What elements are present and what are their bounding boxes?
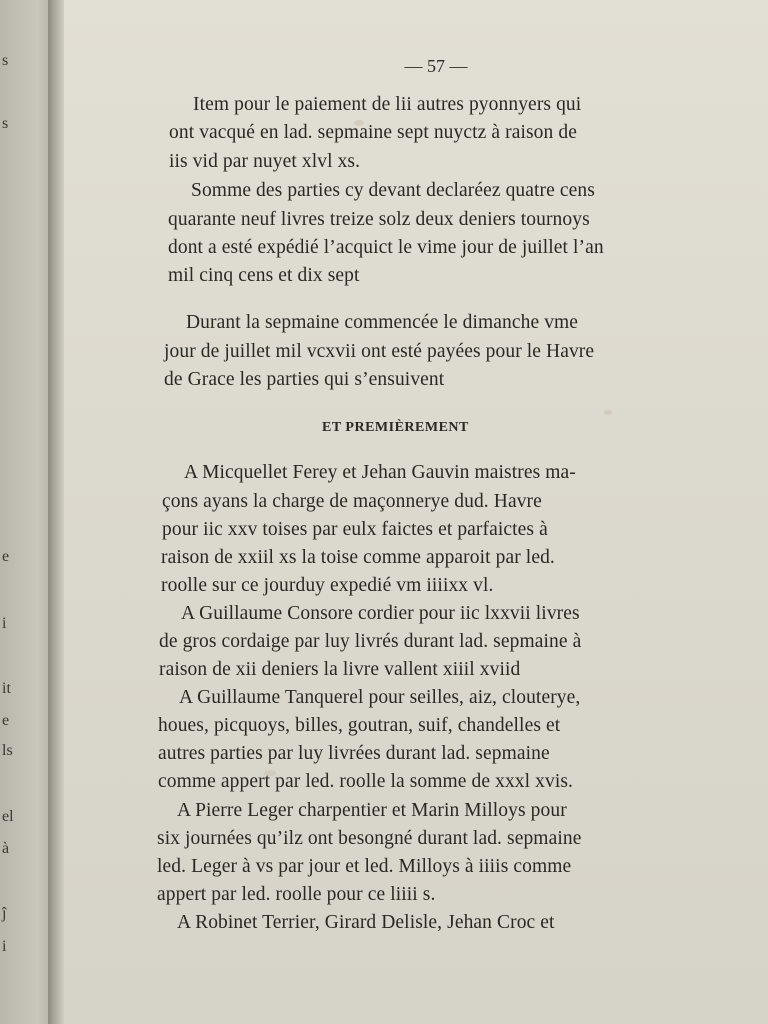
paper-spot — [604, 410, 612, 415]
text-line: de gros cordaige par luy livrés durant lad. sepmaine à — [159, 631, 582, 652]
text-line: houes, picquoys, billes, goutran, suif, chandelles et — [158, 715, 561, 736]
facing-page-fragment: e — [2, 548, 10, 565]
text-line: A Guillaume Consore cordier pour iic lxxvii livres — [181, 603, 580, 624]
facing-page-fragment: i — [2, 615, 7, 632]
page-number: — 57 — — [404, 56, 468, 76]
facing-page-fragment: i — [2, 938, 7, 955]
text-line: A Guillaume Tanquerel pour seilles, aiz, clouterye, — [179, 687, 581, 708]
text-line: raison de xii deniers la livre vallent xiiil xviid — [159, 659, 521, 680]
text-line: Item pour le paiement de lii autres pyonnyers qui — [193, 94, 582, 115]
text-line: mil cinq cens et dix sept — [168, 265, 360, 286]
text-line: A Robinet Terrier, Girard Delisle, Jehan Croc et — [177, 912, 555, 933]
text-line: raison de xxiil xs la toise comme apparoit par led. — [161, 547, 555, 568]
text-line: iis vid par nuyet xlvl xs. — [169, 151, 361, 172]
text-line: comme appert par led. roolle la somme de xxxl xvis. — [158, 771, 574, 792]
text-line: autres parties par luy livrées durant lad. sepmaine — [158, 743, 550, 764]
text-line: quarante neuf livres treize solz deux deniers tournoys — [168, 209, 590, 230]
text-line: çons ayans la charge de maçonnerye dud. Havre — [162, 491, 542, 512]
facing-page-fragment: it — [2, 680, 11, 697]
facing-page-fragment: s — [2, 52, 9, 69]
section-heading: ET PREMIÈREMENT — [322, 420, 469, 435]
facing-page-fragment: à — [2, 840, 10, 857]
text-line: dont a esté expédié l’acquict le vime jour de juillet l’an — [168, 237, 604, 258]
facing-page-fragment: e — [2, 712, 10, 729]
text-line: six journées qu’ilz ont besongné durant lad. sepmaine — [157, 828, 582, 849]
text-line: led. Leger à vs par jour et led. Milloys à iiiis comme — [157, 856, 572, 877]
text-line: appert par led. roolle pour ce liiii s. — [157, 884, 436, 905]
text-line: Durant la sepmaine commencée le dimanche vme — [186, 312, 579, 333]
text-line: pour iic xxv toises par eulx faictes et parfaictes à — [162, 519, 548, 540]
facing-page-fragment: el — [2, 808, 14, 825]
text-line: Somme des parties cy devant declaréez quatre cens — [191, 180, 595, 201]
text-line: A Micquellet Ferey et Jehan Gauvin maistres ma- — [184, 462, 576, 483]
facing-page-fragment: ls — [2, 742, 13, 759]
text-line: de Grace les parties qui s’ensuivent — [164, 369, 445, 390]
facing-page-fragment: s — [2, 115, 9, 132]
text-line: ont vacqué en lad. sepmaine sept nuyctz à raison de — [169, 122, 577, 143]
book-page — [64, 0, 768, 1024]
text-line: jour de juillet mil vcxvii ont esté payées pour le Havre — [164, 341, 595, 362]
text-line: roolle sur ce jourduy expedié vm iiiixx vl. — [161, 575, 494, 596]
facing-page-fragment: ĵ — [2, 905, 7, 922]
text-line: A Pierre Leger charpentier et Marin Milloys pour — [177, 800, 567, 821]
